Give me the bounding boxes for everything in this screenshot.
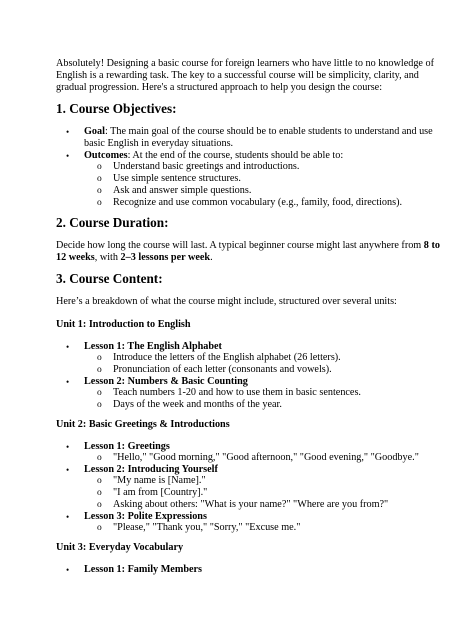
lesson-item: Asking about others: "What is your name?" "Where are you from?" <box>113 499 389 510</box>
sub-bullet-icon: o <box>97 198 102 208</box>
content-intro: Here’s a breakdown of what the course might include, structured over several units: <box>56 296 397 307</box>
lesson-title: Lesson 2: Introducing Yourself <box>84 464 218 475</box>
intro-line-2: English is a rewarding task. The key to a successful course will be simplicity, clarity, and <box>56 70 419 81</box>
bullet-icon: • <box>66 512 70 522</box>
outcome-item: Use simple sentence structures. <box>113 173 241 184</box>
sub-bullet-icon: o <box>97 186 102 196</box>
sub-bullet-icon: o <box>97 488 102 498</box>
duration-text: Decide how long the course will last. A typical beginner course might last anywhere from <box>56 240 424 251</box>
lesson-item: Introduce the letters of the English alphabet (26 letters). <box>113 352 341 363</box>
lesson-item: Days of the week and months of the year. <box>113 399 282 410</box>
duration-line-1 <box>56 240 440 252</box>
sub-bullet-icon: o <box>97 162 102 172</box>
intro-line-1: Absolutely! Designing a basic course for foreign learners who have little to no knowledge of <box>56 58 434 69</box>
unit-title: Unit 2: Basic Greetings & Introductions <box>56 419 230 430</box>
sub-bullet-icon: o <box>97 476 102 486</box>
bullet-icon: • <box>66 342 70 352</box>
bullet-icon: • <box>66 377 70 387</box>
bullet-icon: • <box>66 127 70 137</box>
lesson-item: Teach numbers 1-20 and how to use them in basic sentences. <box>113 387 361 398</box>
lesson-item: "Hello," "Good morning," "Good afternoon," "Good evening," "Goodbye." <box>113 452 419 463</box>
sub-bullet-icon: o <box>97 388 102 398</box>
sub-bullet-icon: o <box>97 353 102 363</box>
lesson-title: Lesson 1: Greetings <box>84 441 170 452</box>
lesson-title: Lesson 1: The English Alphabet <box>84 341 222 352</box>
bullet-icon: • <box>66 151 70 161</box>
bullet-icon: • <box>66 565 70 575</box>
lesson-title: Lesson 2: Numbers & Basic Counting <box>84 376 248 387</box>
duration-text: , with <box>94 252 121 263</box>
bullet-icon: • <box>66 442 70 452</box>
outcomes-label: Outcomes <box>84 150 128 161</box>
lesson-item: "Please," "Thank you," "Sorry," "Excuse me." <box>113 522 301 533</box>
sub-bullet-icon: o <box>97 174 102 184</box>
sub-bullet-icon: o <box>97 500 102 510</box>
unit-title: Unit 1: Introduction to English <box>56 319 191 330</box>
lesson-item: "My name is [Name]." <box>113 475 206 486</box>
goal-text: : The main goal of the course should be to enable students to understand and use <box>104 126 433 137</box>
lesson-title: Lesson 3: Polite Expressions <box>84 511 207 522</box>
duration-lessons: 2–3 lessons per week <box>120 252 211 263</box>
goal-line-1 <box>84 126 433 138</box>
section-heading-content: 3. Course Content: <box>56 271 163 286</box>
goal-label: Goal <box>84 126 105 137</box>
duration-weeks: 12 weeks <box>56 252 95 263</box>
lesson-item: "I am from [Country]." <box>113 487 208 498</box>
outcomes-text: : At the end of the course, students should be able to: <box>127 150 344 161</box>
duration-line-2 <box>56 252 213 264</box>
unit-title: Unit 3: Everyday Vocabulary <box>56 542 184 553</box>
lesson-title: Lesson 1: Family Members <box>84 564 202 575</box>
bullet-icon: • <box>66 465 70 475</box>
duration-text: . <box>210 252 213 263</box>
outcome-item: Recognize and use common vocabulary (e.g., family, food, directions). <box>113 197 403 208</box>
lesson-item: Pronunciation of each letter (consonants and vowels). <box>113 364 332 375</box>
section-heading-duration: 2. Course Duration: <box>56 215 169 230</box>
sub-bullet-icon: o <box>97 453 102 463</box>
sub-bullet-icon: o <box>97 365 102 375</box>
sub-bullet-icon: o <box>97 523 102 533</box>
intro-line-3: gradual progression. Here's a structured approach to help you design the course: <box>56 82 383 93</box>
sub-bullet-icon: o <box>97 400 102 410</box>
duration-weeks: 8 to <box>423 240 440 251</box>
goal-line-2: basic English in everyday situations. <box>84 138 234 149</box>
section-heading-objectives: 1. Course Objectives: <box>56 101 177 116</box>
outcome-item: Understand basic greetings and introductions. <box>113 161 300 172</box>
outcome-item: Ask and answer simple questions. <box>113 185 252 196</box>
